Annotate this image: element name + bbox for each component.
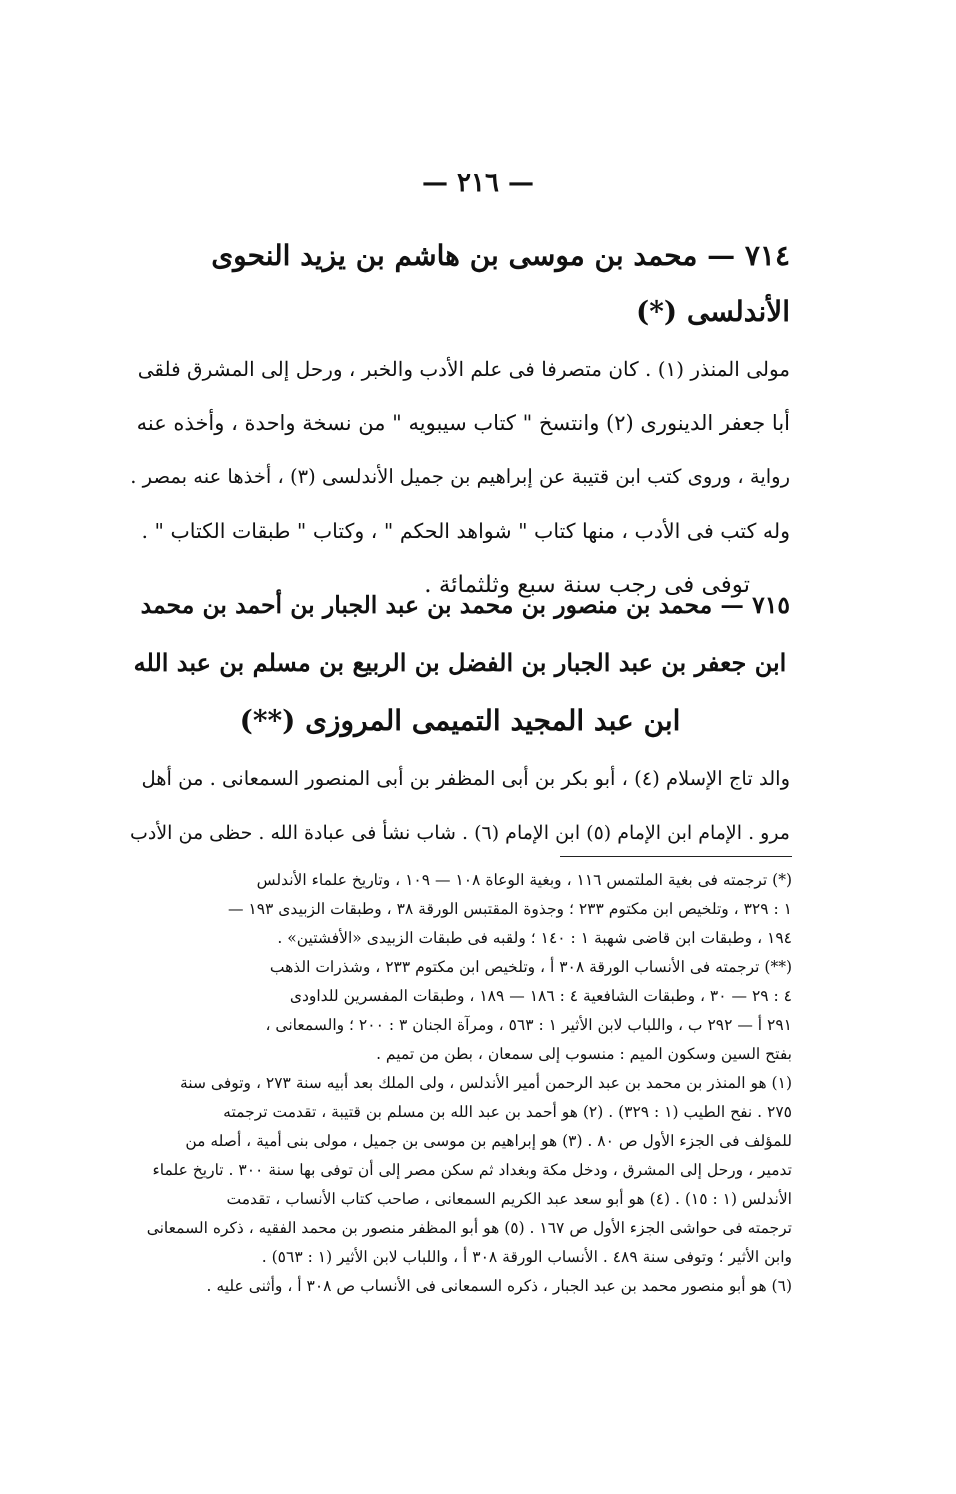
footnote-line: (**) ترجمته فى الأنساب الورقة ٣٠٨ أ ، وتلخيص ابن مكتوم ٢٣٣ ، وشذرات الذهب xyxy=(269,958,792,976)
entry-715-title-line: ٧١٥ — محمد بن منصور بن محمد بن عبد الجبار بن أحمد بن محمد xyxy=(140,591,790,619)
entry-715-title xyxy=(130,576,790,750)
footnote-line: (١) هو المنذر بن محمد بن عبد الرحمن أمير الأندلس ، ولى الملك بعد أبيه سنة ٢٧٣ ، وتوفى سنة xyxy=(180,1074,792,1092)
footnote-line: ٢٧٥ . نفح الطيب (١ : ٣٢٩) . (٢) هو أحمد بن عبد الله بن مسلم بن قتيبة ، تقدمت ترجمته xyxy=(223,1103,792,1121)
entry-715 xyxy=(130,576,790,860)
entry-715-body xyxy=(130,752,790,860)
entry-715-title-line: ابن عبد المجيد التميمى المروزى (**) xyxy=(239,704,681,737)
entry-714-line: رواية ، وروى كتب ابن قتيبة عن إبراهيم بن جميل الأندلسى (٣) ، أخذها عنه بمصر . xyxy=(130,465,790,488)
footnotes xyxy=(130,866,792,1301)
footnote-line: تدمير ، ورحل إلى المشرق ، ودخل مكة وبغداد ثم سكن مصر إلى أن توفى بها سنة ٣٠٠ . تاريخ علماء xyxy=(152,1161,792,1179)
footnote-separator xyxy=(560,856,792,857)
footnote-line: ٢٩١ أ — ٢٩٢ ب ، واللباب لابن الأثير ١ : ٥٦٣ ، ومرآة الجنان ٣ : ٢٠٠ ؛ والسمعانى ، xyxy=(265,1016,792,1034)
entry-714-line: توفى فى رجب سنة سبع وثلثمائة . xyxy=(424,572,750,598)
entry-715-line: والد تاج الإسلام (٤) ، أبو بكر بن أبى المظفر بن أبى المنصور السمعانى . من أهل xyxy=(141,767,790,790)
page-number: — ٢١٦ — xyxy=(421,168,535,198)
entry-714 xyxy=(130,228,790,612)
entry-715-title-line: ابن جعفر بن عبد الجبار بن الفضل بن الربيع بن مسلم بن عبد الله xyxy=(133,648,787,677)
entry-714-line: وله كتب فى الأدب ، منها كتاب " شواهد الحكم " ، وكتاب " طبقات الكتاب " . xyxy=(141,519,790,543)
entry-714-title: ٧١٤ — محمد بن موسى بن هاشم بن يزيد النحوى الأندلسى (*) xyxy=(211,239,790,328)
footnote-line: الأندلس (١ : ١٥) . (٤) هو أبو سعد عبد الكريم السمعانى ، صاحب كتاب الأنساب ، تقدمت xyxy=(226,1190,792,1208)
footnote-line: بفتح السين وسكون الميم : منسوب إلى سمعان ، بطن من تميم . xyxy=(376,1045,792,1063)
footnote-line: وابن الأثير ؛ وتوفى سنة ٤٨٩ . الأنساب الورقة ٣٠٨ أ ، واللباب لابن الأثير (١ : ٥٦٣) . xyxy=(261,1248,792,1266)
footnote-line: ترجمته فى حواشى الجزء الأول ص ١٦٧ . (٥) هو أبو المظفر منصور بن محمد الفقيه ، ذكره السمعانى xyxy=(146,1219,792,1237)
footnote-line: ١٩٤ ، وطبقات ابن قاضى شهبة ١ : ١٤٠ ؛ ولقبه فى طبقات الزبيدى «الأفشتين» . xyxy=(277,929,792,947)
footnote-line: (٦) هو أبو منصور محمد بن عبد الجبار ، ذكره السمعانى فى الأنساب ص ٣٠٨ أ ، وأثنى عليه . xyxy=(206,1277,792,1295)
entry-714-body xyxy=(130,342,790,612)
footnote-line: (*) ترجمته فى بغية الملتمس ١١٦ ، وبغية الوعاة ١٠٨ — ١٠٩ ، وتاريخ علماء الأندلس xyxy=(256,871,792,889)
footnote-line: ٤ : ٢٩ — ٣٠ ، وطبقات الشافعية ٤ : ١٨٦ — ١٨٩ ، وطبقات المفسرين للداودى xyxy=(289,987,792,1005)
entry-714-line: مولى المنذر (١) . كان متصرفا فى علم الأدب والخبر ، ورحل إلى المشرق فلقى xyxy=(137,357,790,381)
footnote-line: ١ : ٣٢٩ ، وتلخيص ابن مكتوم ٢٣٣ ؛ وجذوة المقتبس الورقة ٣٨ ، وطبقات الزبيدى ١٩٣ — xyxy=(227,900,792,918)
entry-715-line: مرو . الإمام ابن الإمام (٥) ابن الإمام (٦) . شاب نشأ فى عبادة الله . حظى من الأدب xyxy=(129,822,790,844)
footnote-line: للمؤلف فى الجزء الأول ص ٨٠ . (٣) هو إبراهيم بن موسى بن جميل ، مولى بنى أمية ، أصله من xyxy=(185,1132,792,1150)
entry-714-line: أبا جعفر الدينورى (٢) وانتسخ " كتاب سيبويه " من نسخة واحدة ، وأخذه عنه xyxy=(136,411,790,435)
